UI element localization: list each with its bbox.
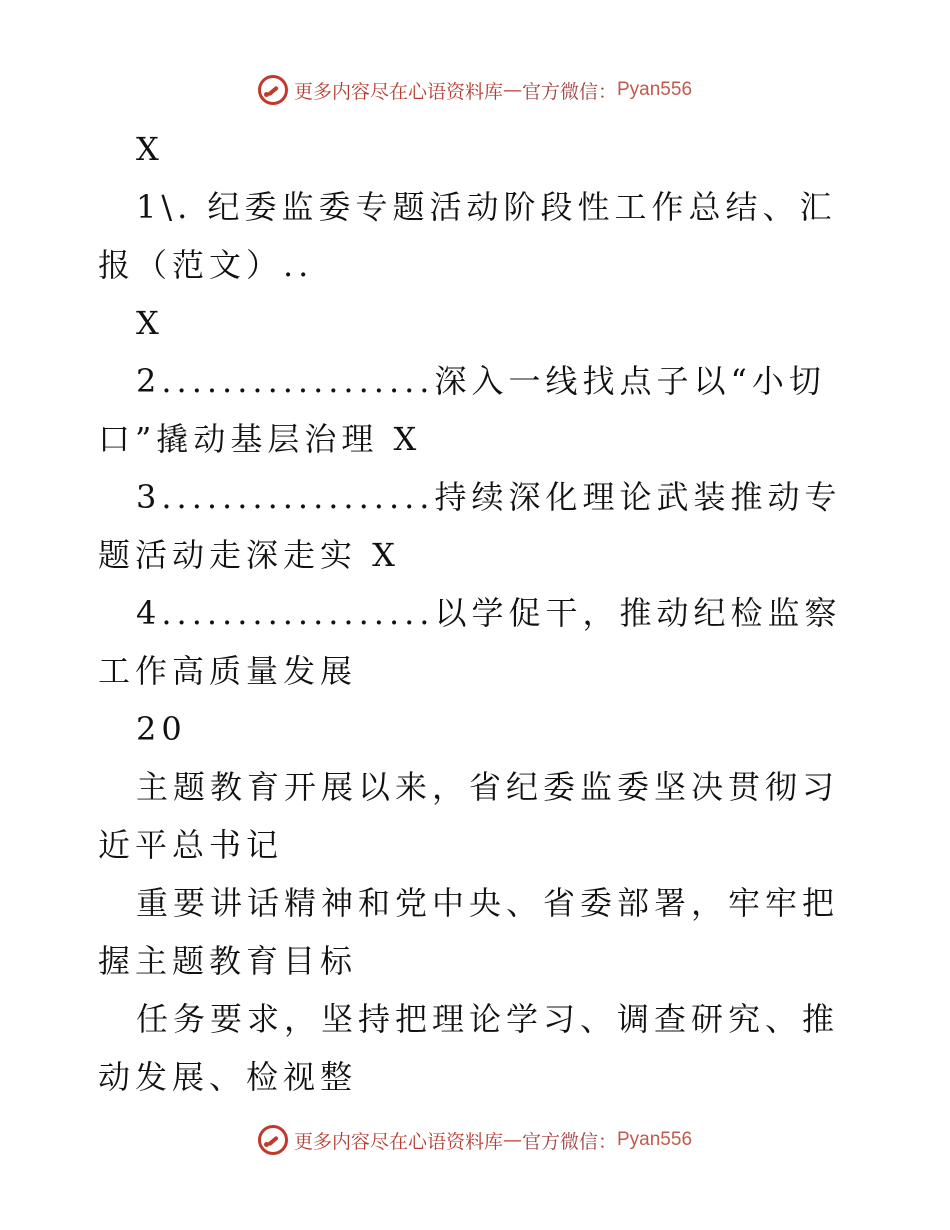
watermark-contact-id: Pyan556: [617, 1129, 693, 1150]
line-x-2: X: [136, 304, 164, 342]
toc-item-3: 3..................持续深化理论武装推动专题活动走深走实 X: [98, 478, 842, 574]
watermark-contact-id: Pyan556: [617, 79, 693, 100]
watermark-separator: —: [502, 1129, 522, 1151]
line-x-1: X: [136, 130, 164, 168]
toc-item-2: 2..................深入一线找点子以“小切口”撬动基层治理 X: [98, 362, 826, 458]
watermark-separator: —: [502, 79, 522, 101]
toc-item-1: 1\. 纪委监委专题活动阶段性工作总结、汇报（范文）..: [98, 188, 837, 284]
watermark-header: [0, 70, 950, 110]
page-number: 20: [136, 710, 187, 748]
watermark-footer: [0, 1120, 950, 1160]
pen-logo-icon: [258, 75, 288, 105]
watermark-text: 更多内容尽在心语资料库: [293, 1130, 503, 1153]
document-body: [98, 120, 858, 1106]
body-paragraph-3: 任务要求，坚持把理论学习、调查研究、推动发展、检视整: [98, 1000, 840, 1096]
pen-logo-icon: [258, 1125, 288, 1155]
toc-item-4: 4..................以学促干，推动纪检监察工作高质量发展: [98, 594, 842, 690]
watermark-contact-label: 官方微信：: [521, 1130, 617, 1153]
watermark-contact-label: 官方微信：: [521, 80, 617, 103]
body-paragraph-2: 重要讲话精神和党中央、省委部署，牢牢把握主题教育目标: [98, 884, 840, 980]
body-paragraph-1: 主题教育开展以来，省纪委监委坚决贯彻习近平总书记: [98, 768, 840, 864]
watermark-text: 更多内容尽在心语资料库: [293, 80, 503, 103]
